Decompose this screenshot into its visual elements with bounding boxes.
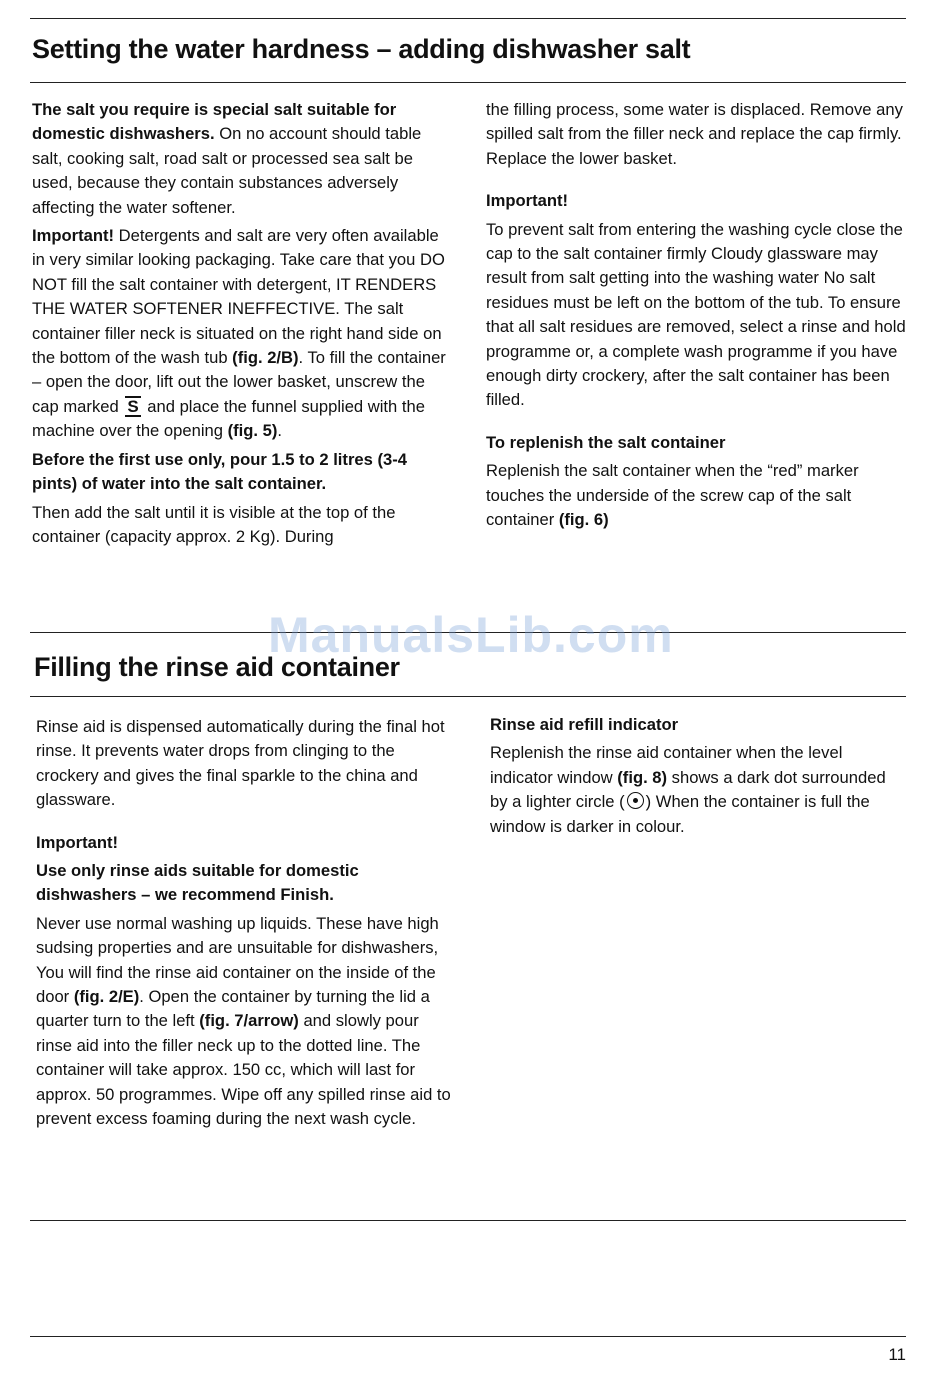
section2-right-column xyxy=(490,713,906,843)
section2-bottom-rule xyxy=(30,1220,906,1221)
rinse-important-heading: Important! xyxy=(36,832,119,852)
salt-important-paragraph: Important! Detergents and salt are very often available in very similar looking packaging. Take care that you DO NOT fill the salt container with detergent, IT RENDERS THE WATER SOFTENER INEFFECTIVE. The salt container filler neck is situated on the right hand side on the bottom of the wash tub (fig. 2/B). To fill the container – open the door, lift out the lower basket, unscrew the cap marked S and place the funnel supplied with the machine over the opening (fig. 5). xyxy=(32,226,446,441)
section2-title-rule xyxy=(30,696,906,697)
dot-in-circle-icon xyxy=(627,792,644,809)
top-rule xyxy=(30,18,906,19)
rinse-instructions-paragraph: Never use normal washing up liquids. These have high sudsing properties and are unsuitable for dishwashers, You will find the rinse aid container on the inside of the door (fig. 2/E). Open the container by turning the lid a quarter turn to the left (fig. 7/arrow) and slowly pour rinse aid into the filler neck up to the dotted line. The container will take approx. 150 cc, which will last for approx. 50 programmes. Wipe off any spilled rinse aid to prevent excess foaming during the next wash cycle. xyxy=(36,913,451,1129)
rinse-indicator-paragraph: Replenish the rinse aid container when the level indicator window (fig. 8) shows a dark dot surrounded by a lighter circle ( ) When the container is full the window is darker in colour. xyxy=(490,743,886,836)
footer-rule xyxy=(30,1336,906,1337)
rinse-recommend-paragraph: Use only rinse aids suitable for domestic dishwashers – we recommend Finish. xyxy=(36,861,359,905)
page-number: 11 xyxy=(888,1345,906,1364)
prevent-salt-paragraph: To prevent salt from entering the washing cycle close the cap to the salt container firmly Cloudy glassware may result from salt getting into the washing water No salt residues must be left on the bottom of the tub. To ensure that all salt residues are removed, select a rinse and hold programme or, a complete wash programme if you have enough dirty crockery, after the salt container has been filled. xyxy=(486,219,906,410)
section2-left-column xyxy=(36,715,456,1136)
replenish-salt-heading: To replenish the salt container xyxy=(486,432,726,452)
replenish-salt-paragraph: Replenish the salt container when the “red” marker touches the underside of the screw cap of the salt container (fig. 6) xyxy=(486,461,859,530)
salt-cap-symbol-icon: S xyxy=(127,396,139,416)
filling-process-paragraph: the filling process, some water is displaced. Remove any spilled salt from the filler neck and replace the cap firmly. Replace the lower basket. xyxy=(486,100,903,168)
section1-title-rule xyxy=(30,82,906,83)
section-title-water-hardness: Setting the water hardness – adding dishwasher salt xyxy=(32,34,691,64)
section-title-rinse-aid: Filling the rinse aid container xyxy=(34,652,400,682)
section1-left-column xyxy=(32,98,452,553)
important-heading: Important! xyxy=(486,191,569,211)
first-use-paragraph: Before the first use only, pour 1.5 to 2 litres (3-4 pints) of water into the salt container. xyxy=(32,449,407,494)
watermark: ManualsLib.com xyxy=(268,607,674,663)
rinse-indicator-heading: Rinse aid refill indicator xyxy=(490,715,679,734)
add-salt-paragraph: Then add the salt until it is visible at the top of the container (capacity approx. 2 Kg). During xyxy=(32,502,396,546)
salt-intro-paragraph: The salt you require is special salt suitable for domestic dishwashers. On no account should table salt, cooking salt, road salt or processed sea salt be used, because they contain substances adversely affecting the water softener. xyxy=(32,100,422,217)
rinse-aid-intro-paragraph: Rinse aid is dispensed automatically during the final hot rinse. It prevents water drops from clinging to the crockery and gives the final sparkle to the china and glassware. xyxy=(36,717,445,810)
section1-right-column xyxy=(486,98,906,537)
